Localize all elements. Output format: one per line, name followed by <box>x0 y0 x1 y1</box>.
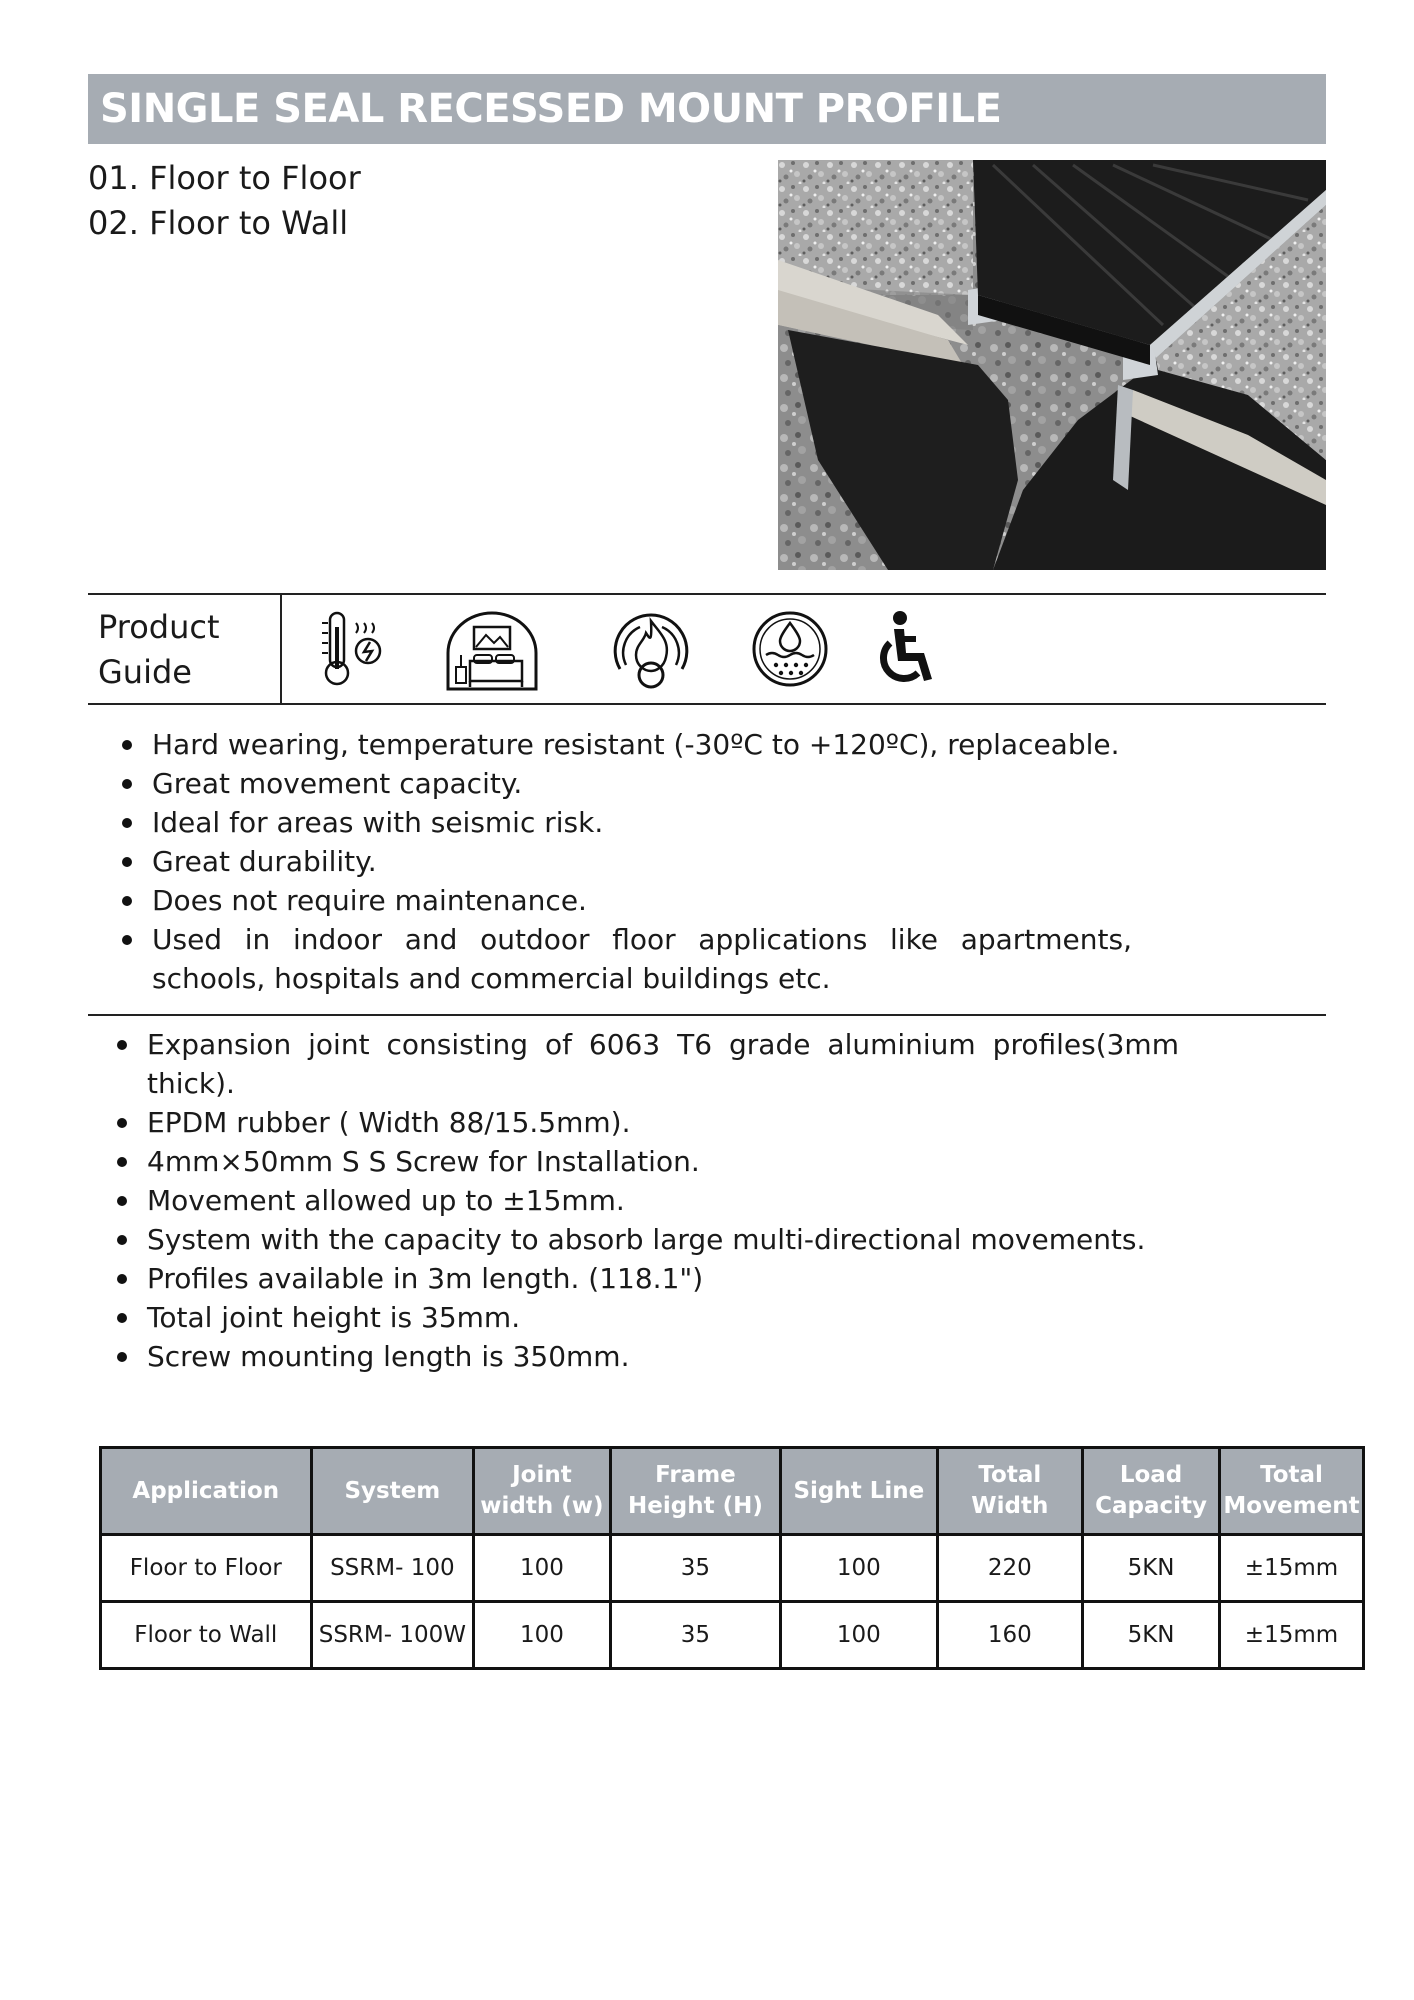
thermometer-icon <box>316 609 386 689</box>
waterproof-icon <box>750 609 830 693</box>
table-cell: Floor to Wall <box>101 1602 312 1669</box>
list-item: Movement allowed up to ±15mm. <box>107 1181 1179 1220</box>
table-header-row <box>101 1448 1364 1535</box>
table-cell: 160 <box>937 1602 1083 1669</box>
product-guide <box>88 593 1326 705</box>
table-cell: 5KN <box>1083 1535 1220 1602</box>
table-cell: 100 <box>474 1535 611 1602</box>
table-row <box>101 1535 1364 1602</box>
divider <box>88 1014 1326 1016</box>
column-header: Joint width (w) <box>474 1448 611 1535</box>
spec-table <box>99 1446 1365 1670</box>
list-item: Ideal for areas with seismic risk. <box>112 803 1132 842</box>
table-cell: 100 <box>781 1602 937 1669</box>
column-header: Application <box>101 1448 312 1535</box>
table-cell: SSRM- 100W <box>311 1602 474 1669</box>
table-cell: Floor to Floor <box>101 1535 312 1602</box>
bedroom-icon <box>444 609 540 693</box>
application-item: 01. Floor to Floor <box>88 159 361 197</box>
list-item: Used in indoor and outdoor floor applications like apartments, schools, hospitals and commercial buildings etc. <box>112 920 1132 998</box>
list-item: Does not require maintenance. <box>112 881 1132 920</box>
applications-list <box>88 156 361 246</box>
list-item: System with the capacity to absorb large multi-directional movements. <box>107 1220 1179 1259</box>
product-guide-label: Product Guide <box>88 595 282 703</box>
column-header: Sight Line <box>781 1448 937 1535</box>
features-list <box>112 725 1132 998</box>
table-cell: SSRM- 100 <box>311 1535 474 1602</box>
list-item: Hard wearing, temperature resistant (-30ºC to +120ºC), replaceable. <box>112 725 1132 764</box>
table-cell: ±15mm <box>1219 1602 1363 1669</box>
table-cell: ±15mm <box>1219 1535 1363 1602</box>
page-title: SINGLE SEAL RECESSED MOUNT PROFILE <box>100 86 1002 132</box>
table-row <box>101 1602 1364 1669</box>
wheelchair-access-icon <box>874 609 938 693</box>
list-item: EPDM rubber ( Width 88/15.5mm). <box>107 1103 1179 1142</box>
list-item: Great durability. <box>112 842 1132 881</box>
table-cell: 5KN <box>1083 1602 1220 1669</box>
list-item: Great movement capacity. <box>112 764 1132 803</box>
column-header: Load Capacity <box>1083 1448 1220 1535</box>
list-item: 4mm×50mm S S Screw for Installation. <box>107 1142 1179 1181</box>
column-header: Frame Height (H) <box>610 1448 780 1535</box>
title-bar <box>88 74 1326 144</box>
fire-resistant-icon <box>610 609 692 693</box>
application-item: 02. Floor to Wall <box>88 204 349 242</box>
column-header: System <box>311 1448 474 1535</box>
table-cell: 100 <box>474 1602 611 1669</box>
table-cell: 35 <box>610 1535 780 1602</box>
table-cell: 100 <box>781 1535 937 1602</box>
product-image <box>778 160 1326 570</box>
list-item: Expansion joint consisting of 6063 T6 grade aluminium profiles(3mm thick). <box>107 1025 1179 1103</box>
table-cell: 35 <box>610 1602 780 1669</box>
list-item: Screw mounting length is 350mm. <box>107 1337 1179 1376</box>
table-cell: 220 <box>937 1535 1083 1602</box>
specifications-list <box>107 1025 1179 1376</box>
list-item: Profiles available in 3m length. (118.1") <box>107 1259 1179 1298</box>
column-header: Total Movement <box>1219 1448 1363 1535</box>
list-item: Total joint height is 35mm. <box>107 1298 1179 1337</box>
column-header: Total Width <box>937 1448 1083 1535</box>
